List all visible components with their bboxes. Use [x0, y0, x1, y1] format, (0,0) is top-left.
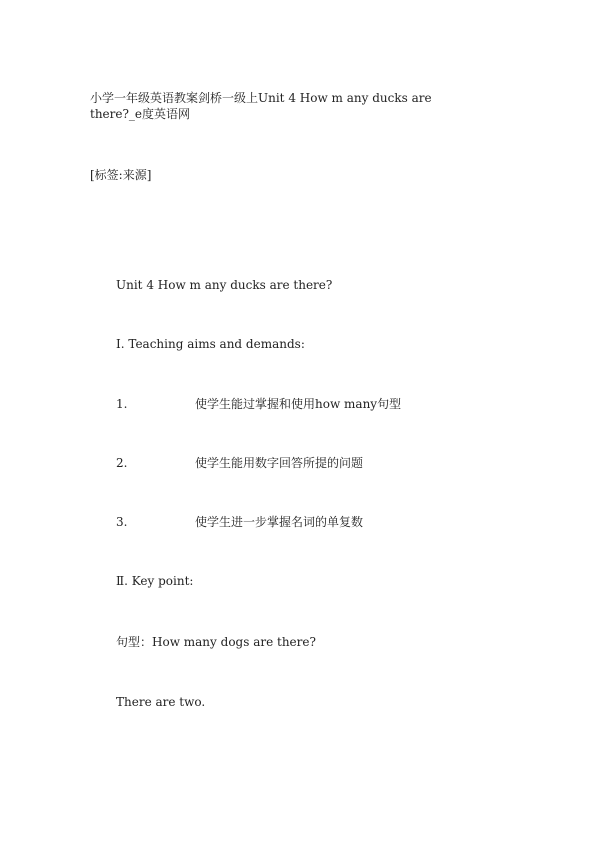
- sentence-pattern: 句型：How many dogs are there?: [116, 635, 316, 649]
- aim-item-number: 1.: [116, 397, 128, 411]
- aim-item-text: 使学生能用数字回答所提的问题: [195, 456, 364, 470]
- document-title-line-2: there?_e度英语网: [90, 107, 191, 121]
- aims-heading: Ⅰ. Teaching aims and demands:: [116, 337, 305, 351]
- answer-sentence: There are two.: [116, 695, 206, 709]
- aim-item-number: 3.: [116, 515, 128, 529]
- aim-item-text: 使学生能过掌握和使用how many句型: [195, 397, 402, 411]
- tag-label: [标签:来源]: [90, 168, 152, 182]
- unit-heading: Unit 4 How m any ducks are there?: [116, 278, 333, 292]
- document-title-line-1: 小学一年级英语教案剑桥一级上Unit 4 How m any ducks are: [90, 91, 432, 105]
- aim-item-text: 使学生进一步掌握名词的单复数: [195, 515, 364, 529]
- aim-item-number: 2.: [116, 456, 128, 470]
- key-point-heading: Ⅱ. Key point:: [116, 574, 194, 588]
